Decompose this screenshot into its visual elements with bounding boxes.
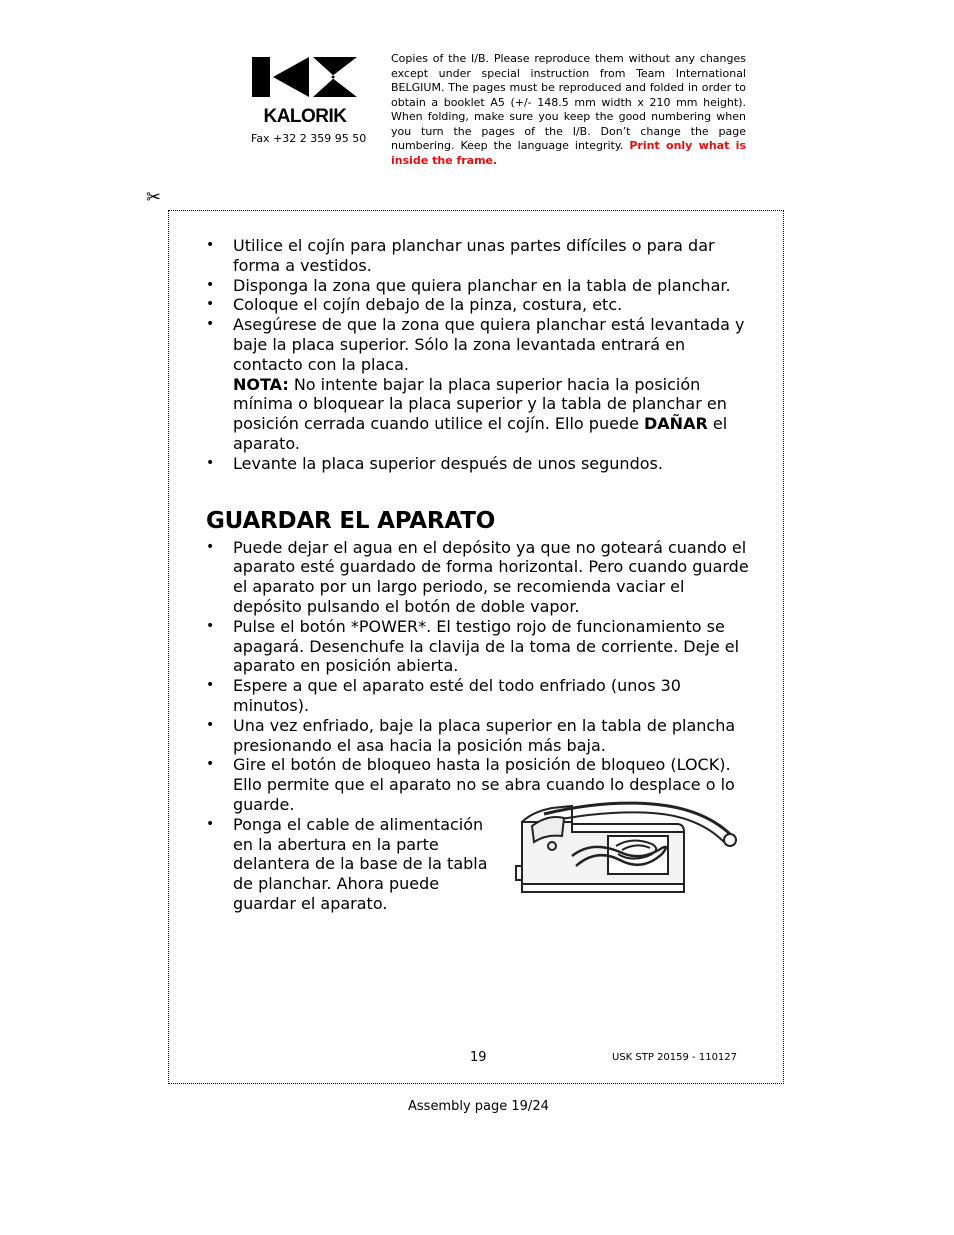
- cushion-list: [206, 236, 751, 474]
- notice-text: Copies of the I/B. Please reproduce them without any changes except under special instruction from Team International BELGIUM. The pages must be reproduced and folded in order to obtain a booklet A5 (+/- 148.5 mm width x 210 mm height). When folding, make sure you keep the good numbering when you turn the pages of the I/B. Don’t change the page numbering. Keep the language integrity.: [391, 52, 746, 152]
- list-item: • Coloque el cojín debajo de la pinza, costura, etc.: [206, 295, 751, 315]
- note-warning: DAÑAR: [644, 414, 708, 434]
- list-item: • Puede dejar el agua en el depósito ya que no goteará cuando el aparato esté guardado de forma horizontal. Pero cuando guarde el aparato por un largo periodo, se recomienda vaciar el depósito pulsando el botón de doble vapor.: [206, 538, 751, 617]
- section-heading: GUARDAR EL APARATO: [206, 507, 496, 534]
- list-item: • Gire el botón de bloqueo hasta la posición de bloqueo (LOCK). Ello permite que el aparato no se abra cuando lo desplace o lo guarde.: [206, 755, 751, 814]
- list-item: • Disponga la zona que quiera planchar en la tabla de planchar.: [206, 276, 751, 296]
- list-item: • Utilice el cojín para planchar unas partes difíciles o para dar forma a vestidos.: [206, 236, 751, 276]
- list-item: • Pulse el botón *POWER*. El testigo rojo de funcionamiento se apagará. Desenchufe la clavija de la toma de corriente. Deje el aparato en posición abierta.: [206, 617, 751, 676]
- notice-red-end: .: [493, 153, 498, 167]
- list-item: • Ponga el cable de alimentación en la abertura en la parte delantera de la base de la tabla de planchar. Ahora puede guardar el aparato.: [206, 815, 489, 914]
- list-item: • Una vez enfriado, baje la placa superior en la tabla de plancha presionando el asa hacia la posición más baja.: [206, 716, 751, 756]
- fax-number: Fax +32 2 359 95 50: [251, 132, 367, 145]
- list-item: [206, 315, 751, 454]
- print-notice: [391, 52, 746, 168]
- kalorik-logo: [251, 56, 359, 126]
- document-code: USK STP 20159 - 110127: [612, 1052, 738, 1063]
- page-number: 19: [470, 1050, 487, 1065]
- list-item: • Espere a que el aparato esté del todo enfriado (unos 30 minutos).: [206, 676, 751, 716]
- notice-red-text: Print only what is inside the frame: [391, 139, 746, 167]
- list-item-text: Asegúrese de que la zona que quiera planchar está levantada y baje la placa superior. Sólo la zona levantada entrará en contacto con la placa.: [233, 315, 745, 374]
- press-storage-illustration: [512, 796, 744, 912]
- note-text-end: el aparato.: [233, 414, 728, 453]
- svg-text:KALORIK: KALORIK: [263, 106, 347, 126]
- note-text: No intente bajar la placa superior hacia la posición mínima o bloquear la placa superior y la tabla de planchar en posición cerrada cuando utilice el cojín. Ello puede: [233, 374, 727, 434]
- list-item: • Levante la placa superior después de unos segundos.: [206, 454, 751, 474]
- scissors-icon: ✂: [146, 187, 162, 208]
- assembly-page: Assembly page 19/24: [408, 1099, 549, 1114]
- note-label: NOTA:: [233, 374, 289, 394]
